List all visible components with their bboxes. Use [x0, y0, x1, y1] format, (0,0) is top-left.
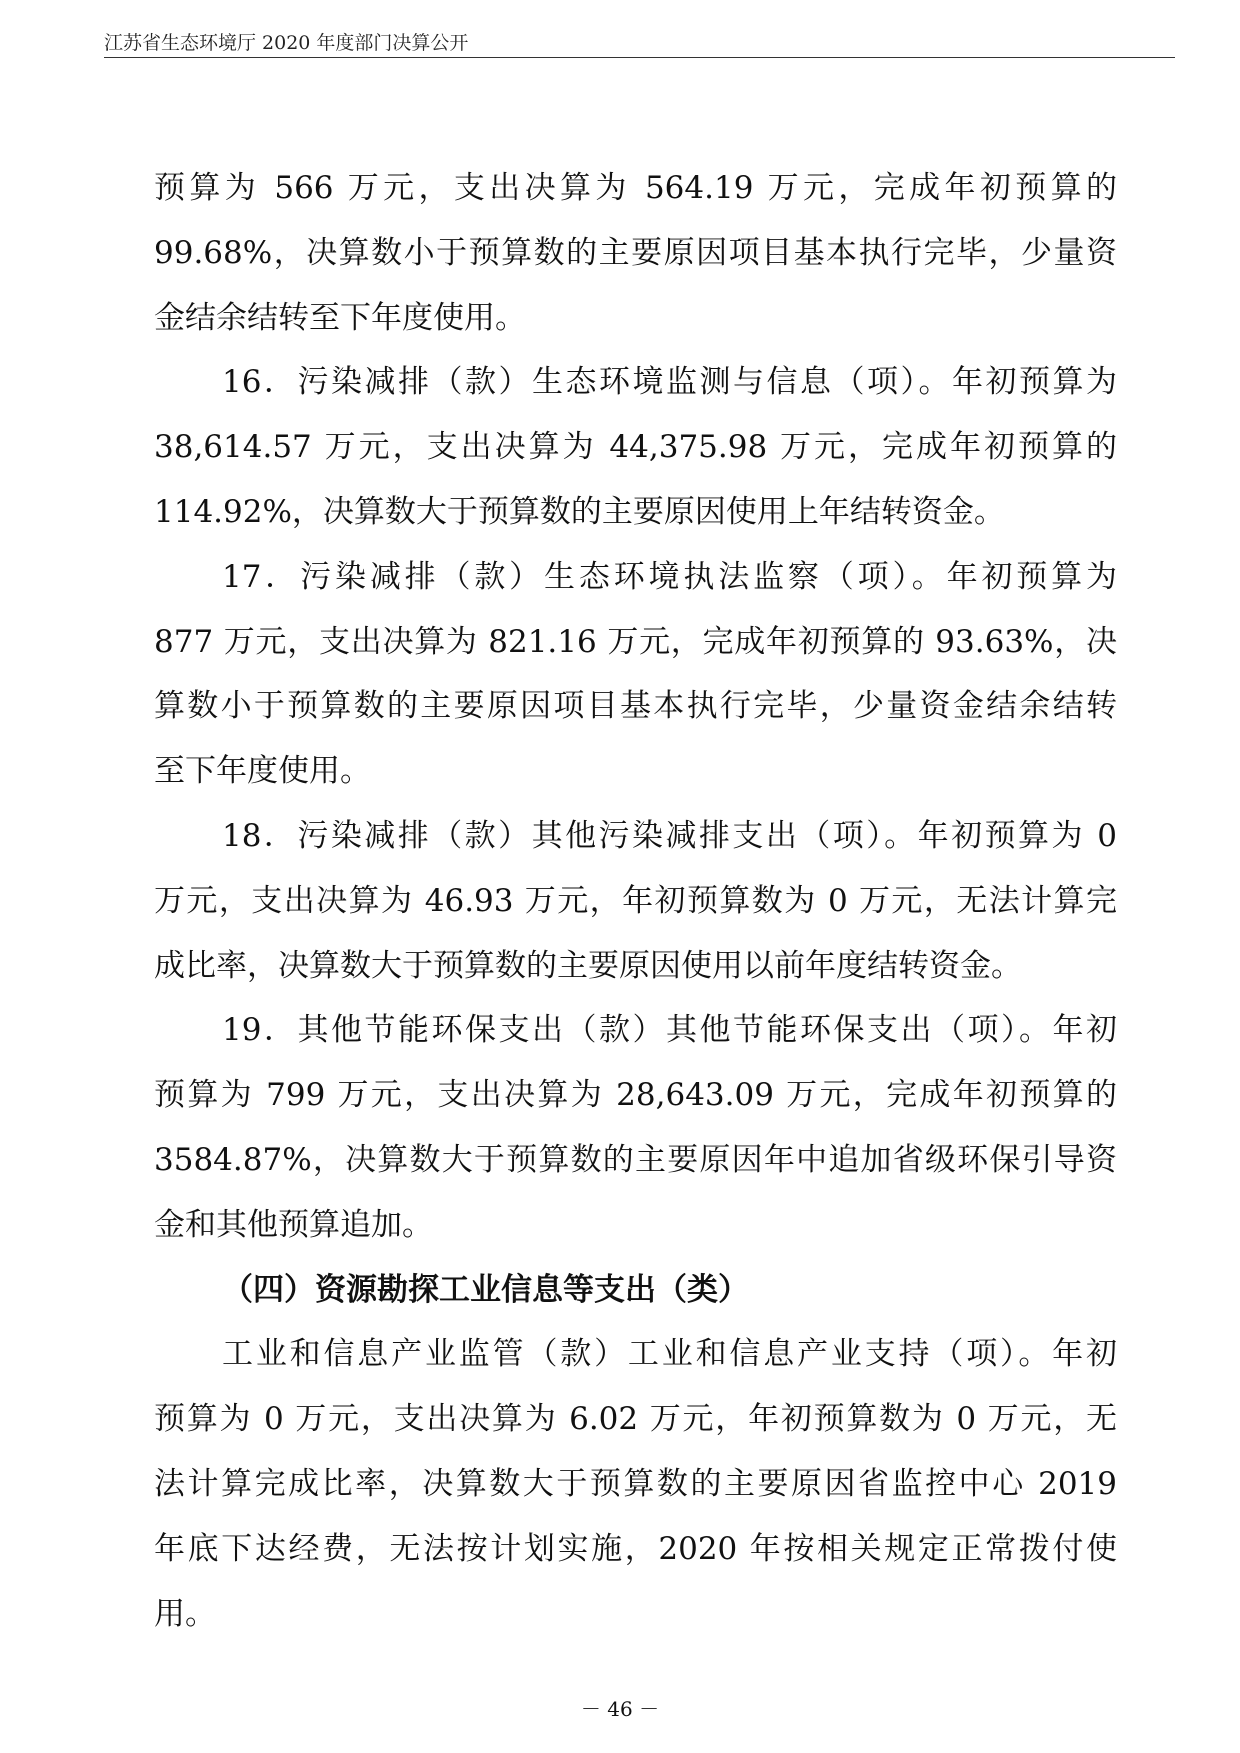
paragraph — [154, 1322, 1117, 1646]
text-line: 19．其他节能环保支出（款）其他节能环保支出（项）。年初 — [222, 1012, 1117, 1049]
text-line: 预算为 0 万元，支出决算为 6.02 万元，年初预算数为 0 万元，无 — [154, 1401, 1117, 1438]
text-line: 17．污染减排（款）生态环境执法监察（项）。年初预算为 — [222, 558, 1117, 595]
text-line: 877 万元，支出决算为 821.16 万元，完成年初预算的 93.63%，决 — [154, 623, 1117, 660]
text-line: 16．污染减排（款）生态环境监测与信息（项）。年初预算为 — [222, 364, 1117, 401]
page-number: － 46 － — [580, 1697, 660, 1721]
text-line: 38,614.57 万元，支出决算为 44,375.98 万元，完成年初预算的 — [154, 429, 1117, 466]
paragraph — [154, 804, 1117, 998]
running-header: 江苏省生态环境厅 2020 年度部门决算公开 — [104, 32, 469, 54]
text-line: 99.68%，决算数小于预算数的主要原因项目基本执行完毕，少量资 — [154, 234, 1117, 271]
paragraph — [154, 998, 1117, 1257]
paragraph — [154, 156, 1117, 350]
header-rule — [104, 57, 1175, 58]
text-line: 工业和信息产业监管（款）工业和信息产业支持（项）。年初 — [222, 1336, 1117, 1373]
paragraph — [154, 545, 1117, 804]
text-line: 法计算完成比率，决算数大于预算数的主要原因省监控中心 2019 — [154, 1465, 1117, 1502]
text-line: 18．污染减排（款）其他污染减排支出（项）。年初预算为 0 — [222, 817, 1117, 854]
text-line: 预算为 799 万元，支出决算为 28,643.09 万元，完成年初预算的 — [154, 1077, 1117, 1114]
text-line: 至下年度使用。 — [154, 753, 371, 790]
text-line: 金和其他预算追加。 — [154, 1206, 433, 1243]
text-line: 预算为 566 万元，支出决算为 564.19 万元，完成年初预算的 — [154, 170, 1117, 206]
text-line: 成比率，决算数大于预算数的主要原因使用以前年度结转资金。 — [154, 947, 1022, 984]
text-line: 年底下达经费，无法按计划实施，2020 年按相关规定正常拨付使 — [154, 1530, 1117, 1567]
section-heading — [154, 1258, 1117, 1323]
text-line: 用。 — [154, 1595, 216, 1632]
text-line: 114.92%，决算数大于预算数的主要原因使用上年结转资金。 — [154, 493, 1005, 530]
text-line: 算数小于预算数的主要原因项目基本执行完毕，少量资金结余结转 — [154, 688, 1117, 725]
document-body — [154, 156, 1117, 1646]
text-line: （四）资源勘探工业信息等支出（类） — [222, 1271, 749, 1308]
text-line: 3584.87%，决算数大于预算数的主要原因年中追加省级环保引导资 — [154, 1141, 1117, 1178]
paragraph — [154, 350, 1117, 544]
text-line: 金结余结转至下年度使用。 — [154, 299, 526, 336]
text-line: 万元，支出决算为 46.93 万元，年初预算数为 0 万元，无法计算完 — [154, 882, 1117, 919]
